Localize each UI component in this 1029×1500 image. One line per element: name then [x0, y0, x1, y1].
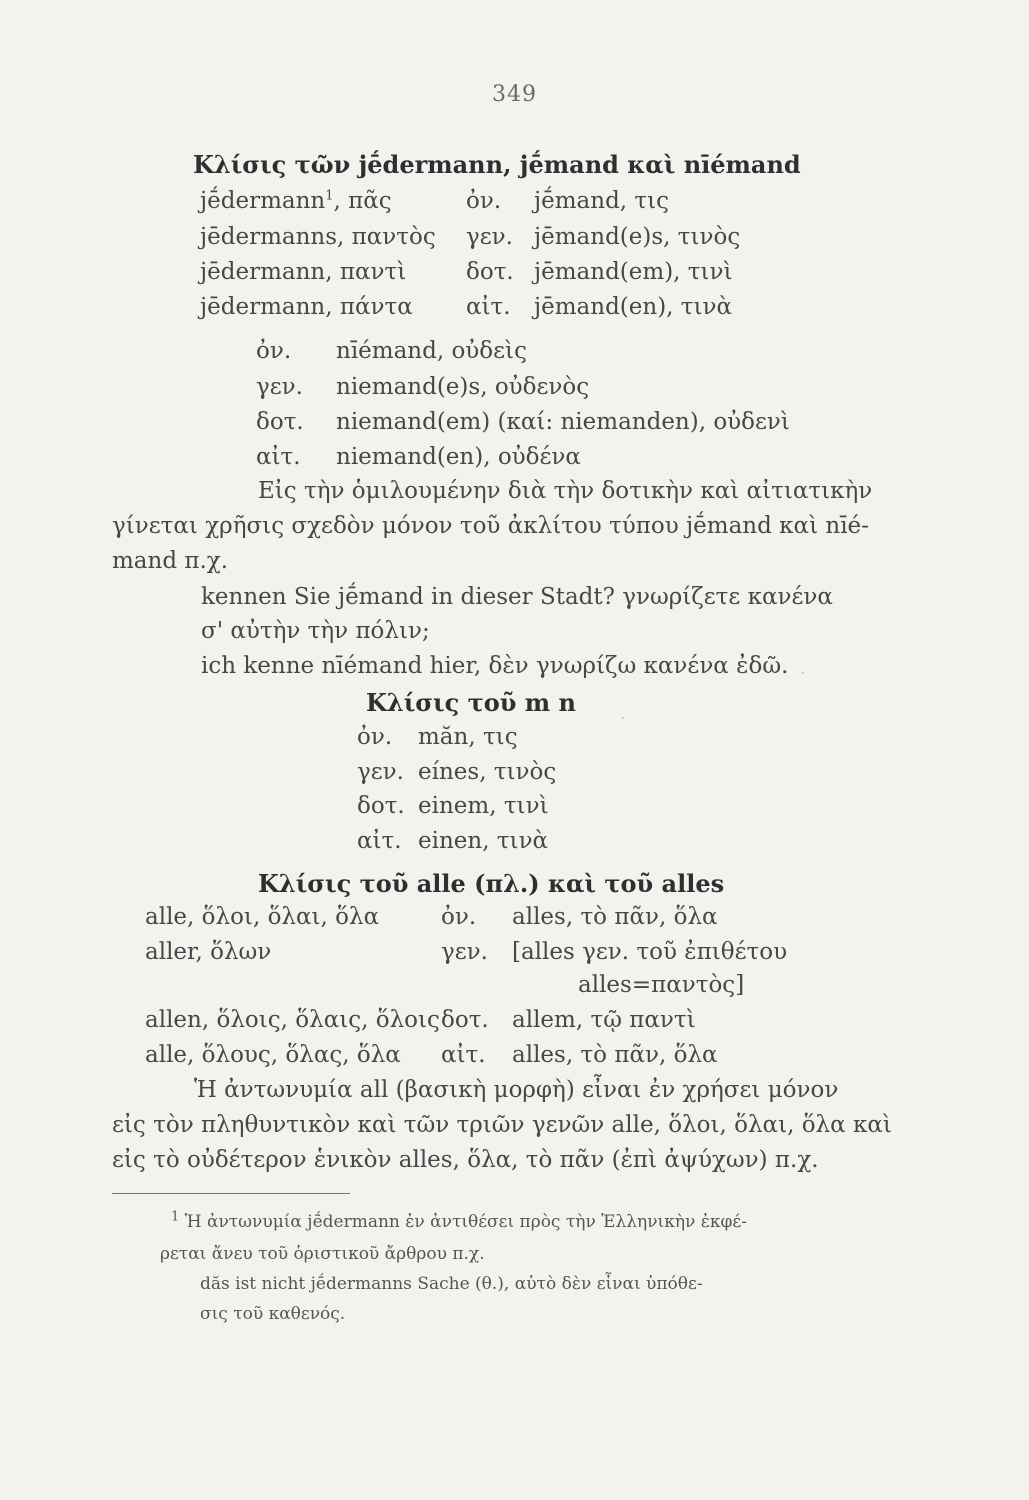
man-case-acc: αἰτ.: [357, 828, 402, 854]
footnote-mark: 1: [171, 1209, 180, 1225]
paper-speck: [622, 717, 624, 719]
paragraph1-line2: γίνεται χρῆσις σχεδὸν μόνον τοῦ ἀκλίτου τύπου jḗmand καὶ nīé-: [112, 513, 869, 539]
example-line3: ich kenne nīémand hier, δὲν γνωρίζω κανένα ἐδῶ.: [201, 653, 789, 679]
jemand-acc: jēmand(en), τινὰ: [534, 294, 733, 320]
man-nom: măn, τις: [418, 724, 518, 750]
niemand-case-dat: δοτ.: [256, 409, 304, 435]
footnote-line4: σις τοῦ καθενός.: [200, 1304, 346, 1324]
alle-case-nom: ὀν.: [441, 904, 477, 930]
paper-speck: [802, 672, 804, 674]
footnote-divider: [112, 1193, 350, 1194]
jedermann-dat: jēdermann, παντὶ: [200, 259, 407, 285]
paragraph2-line3: εἰς τὸ οὐδέτερον ἑνικὸν alles, ὅλα, τὸ πᾶν (ἐπὶ ἀψύχων) π.χ.: [112, 1147, 819, 1173]
jemand-nom: jḗmand, τις: [534, 188, 670, 214]
jedermann-acc: jēdermann, πάντα: [200, 294, 413, 320]
case-label-gen: γεν.: [466, 224, 513, 250]
jedermann-gen: jēdermanns, παντὸς: [200, 224, 436, 250]
man-case-dat: δοτ.: [357, 793, 405, 819]
paragraph1-line3: mand π.χ.: [112, 548, 229, 574]
jedermann-nom-form: jḗdermann: [200, 188, 326, 214]
footnote-reference: 1: [325, 188, 334, 204]
alle-plural-gen: aller, ὅλων: [145, 939, 272, 965]
paragraph2-line2: εἰς τὸν πληθυντικὸν καὶ τῶν τριῶν γενῶν alle, ὅλοι, ὅλαι, ὅλα καὶ: [112, 1112, 892, 1138]
footnote-line1: [171, 1209, 747, 1232]
niemand-dat: niemand(em) (καί: niemanden), οὐδενὶ: [336, 409, 790, 435]
case-label-dat: δοτ.: [466, 259, 514, 285]
example-line2: σ' αὐτὴν τὴν πόλιν;: [201, 618, 430, 644]
alle-case-gen: γεν.: [441, 939, 488, 965]
man-case-nom: ὀν.: [357, 724, 393, 750]
alle-case-acc: αἰτ.: [441, 1042, 486, 1068]
niemand-case-nom: ὀν.: [256, 338, 292, 364]
man-gen: eínes, τινὸς: [418, 759, 557, 785]
niemand-case-gen: γεν.: [256, 374, 303, 400]
case-label-acc: αἰτ.: [466, 294, 511, 320]
example-line1: kennen Sie jḗmand in dieser Stadt? γνωρίζετε κανένα: [201, 584, 833, 610]
section-heading-jedermann: Κλίσις τῶν jḗdermann, jḗmand καὶ nīémand: [193, 150, 801, 179]
alle-plural-acc: alle, ὅλους, ὅλας, ὅλα: [145, 1042, 401, 1068]
alle-plural-dat: allen, ὅλοις, ὅλαις, ὅλοις: [145, 1007, 440, 1033]
alles-singular-dat: allem, τῷ παντὶ: [512, 1007, 696, 1033]
alle-case-dat: δοτ.: [441, 1007, 489, 1033]
paragraph1-line1: Εἰς τὴν ὁμιλουμένην διὰ τὴν δοτικὴν καὶ αἰτιατικὴν: [258, 478, 873, 504]
page-number: 349: [492, 82, 537, 107]
case-label-nom: ὀν.: [466, 188, 502, 214]
footnote-line3: dăs ist nicht jḗdermanns Sache (θ.), αὐτὸ δὲν εἶναι ὑπόθε-: [200, 1274, 703, 1294]
niemand-acc: niemand(en), οὐδένα: [336, 444, 581, 470]
footnote-line2: ρεται ἄνευ τοῦ ὁριστικοῦ ἄρθρου π.χ.: [160, 1244, 485, 1264]
alle-plural-nom: alle, ὅλοι, ὅλαι, ὅλα: [145, 904, 380, 930]
alles-singular-acc: alles, τὸ πᾶν, ὅλα: [512, 1042, 718, 1068]
jedermann-nom-gloss: , πᾶς: [333, 188, 392, 214]
man-case-gen: γεν.: [357, 759, 404, 785]
jemand-gen: jēmand(e)s, τινὸς: [534, 224, 741, 250]
jemand-dat: jēmand(em), τινὶ: [534, 259, 733, 285]
man-acc: einen, τινὰ: [418, 828, 549, 854]
section-heading-man: Κλίσις τοῦ m n: [366, 688, 576, 717]
niemand-case-acc: αἰτ.: [256, 444, 301, 470]
paragraph2-line1: Ἡ ἀντωνυμία all (βασικὴ μορφὴ) εἶναι ἐν χρήσει μόνον: [194, 1077, 839, 1103]
section-heading-alle: Κλίσις τοῦ alle (πλ.) καὶ τοῦ alles: [258, 869, 725, 898]
niemand-gen: niemand(e)s, οὐδενὸς: [336, 374, 590, 400]
alles-singular-gen-cont: alles=παντὸς]: [578, 972, 745, 998]
jedermann-nom: [200, 188, 392, 214]
man-dat: einem, τινὶ: [418, 793, 549, 819]
footnote-line1-text: Ἡ ἀντωνυμία jḗdermann ἐν ἀντιθέσει πρὸς τὴν Ἑλληνικὴν ἐκφέ-: [184, 1212, 747, 1232]
niemand-nom: nīémand, οὐδεὶς: [336, 338, 527, 364]
alles-singular-nom: alles, τὸ πᾶν, ὅλα: [512, 904, 718, 930]
alles-singular-gen: [alles γεν. τοῦ ἐπιθέτου: [512, 939, 788, 965]
